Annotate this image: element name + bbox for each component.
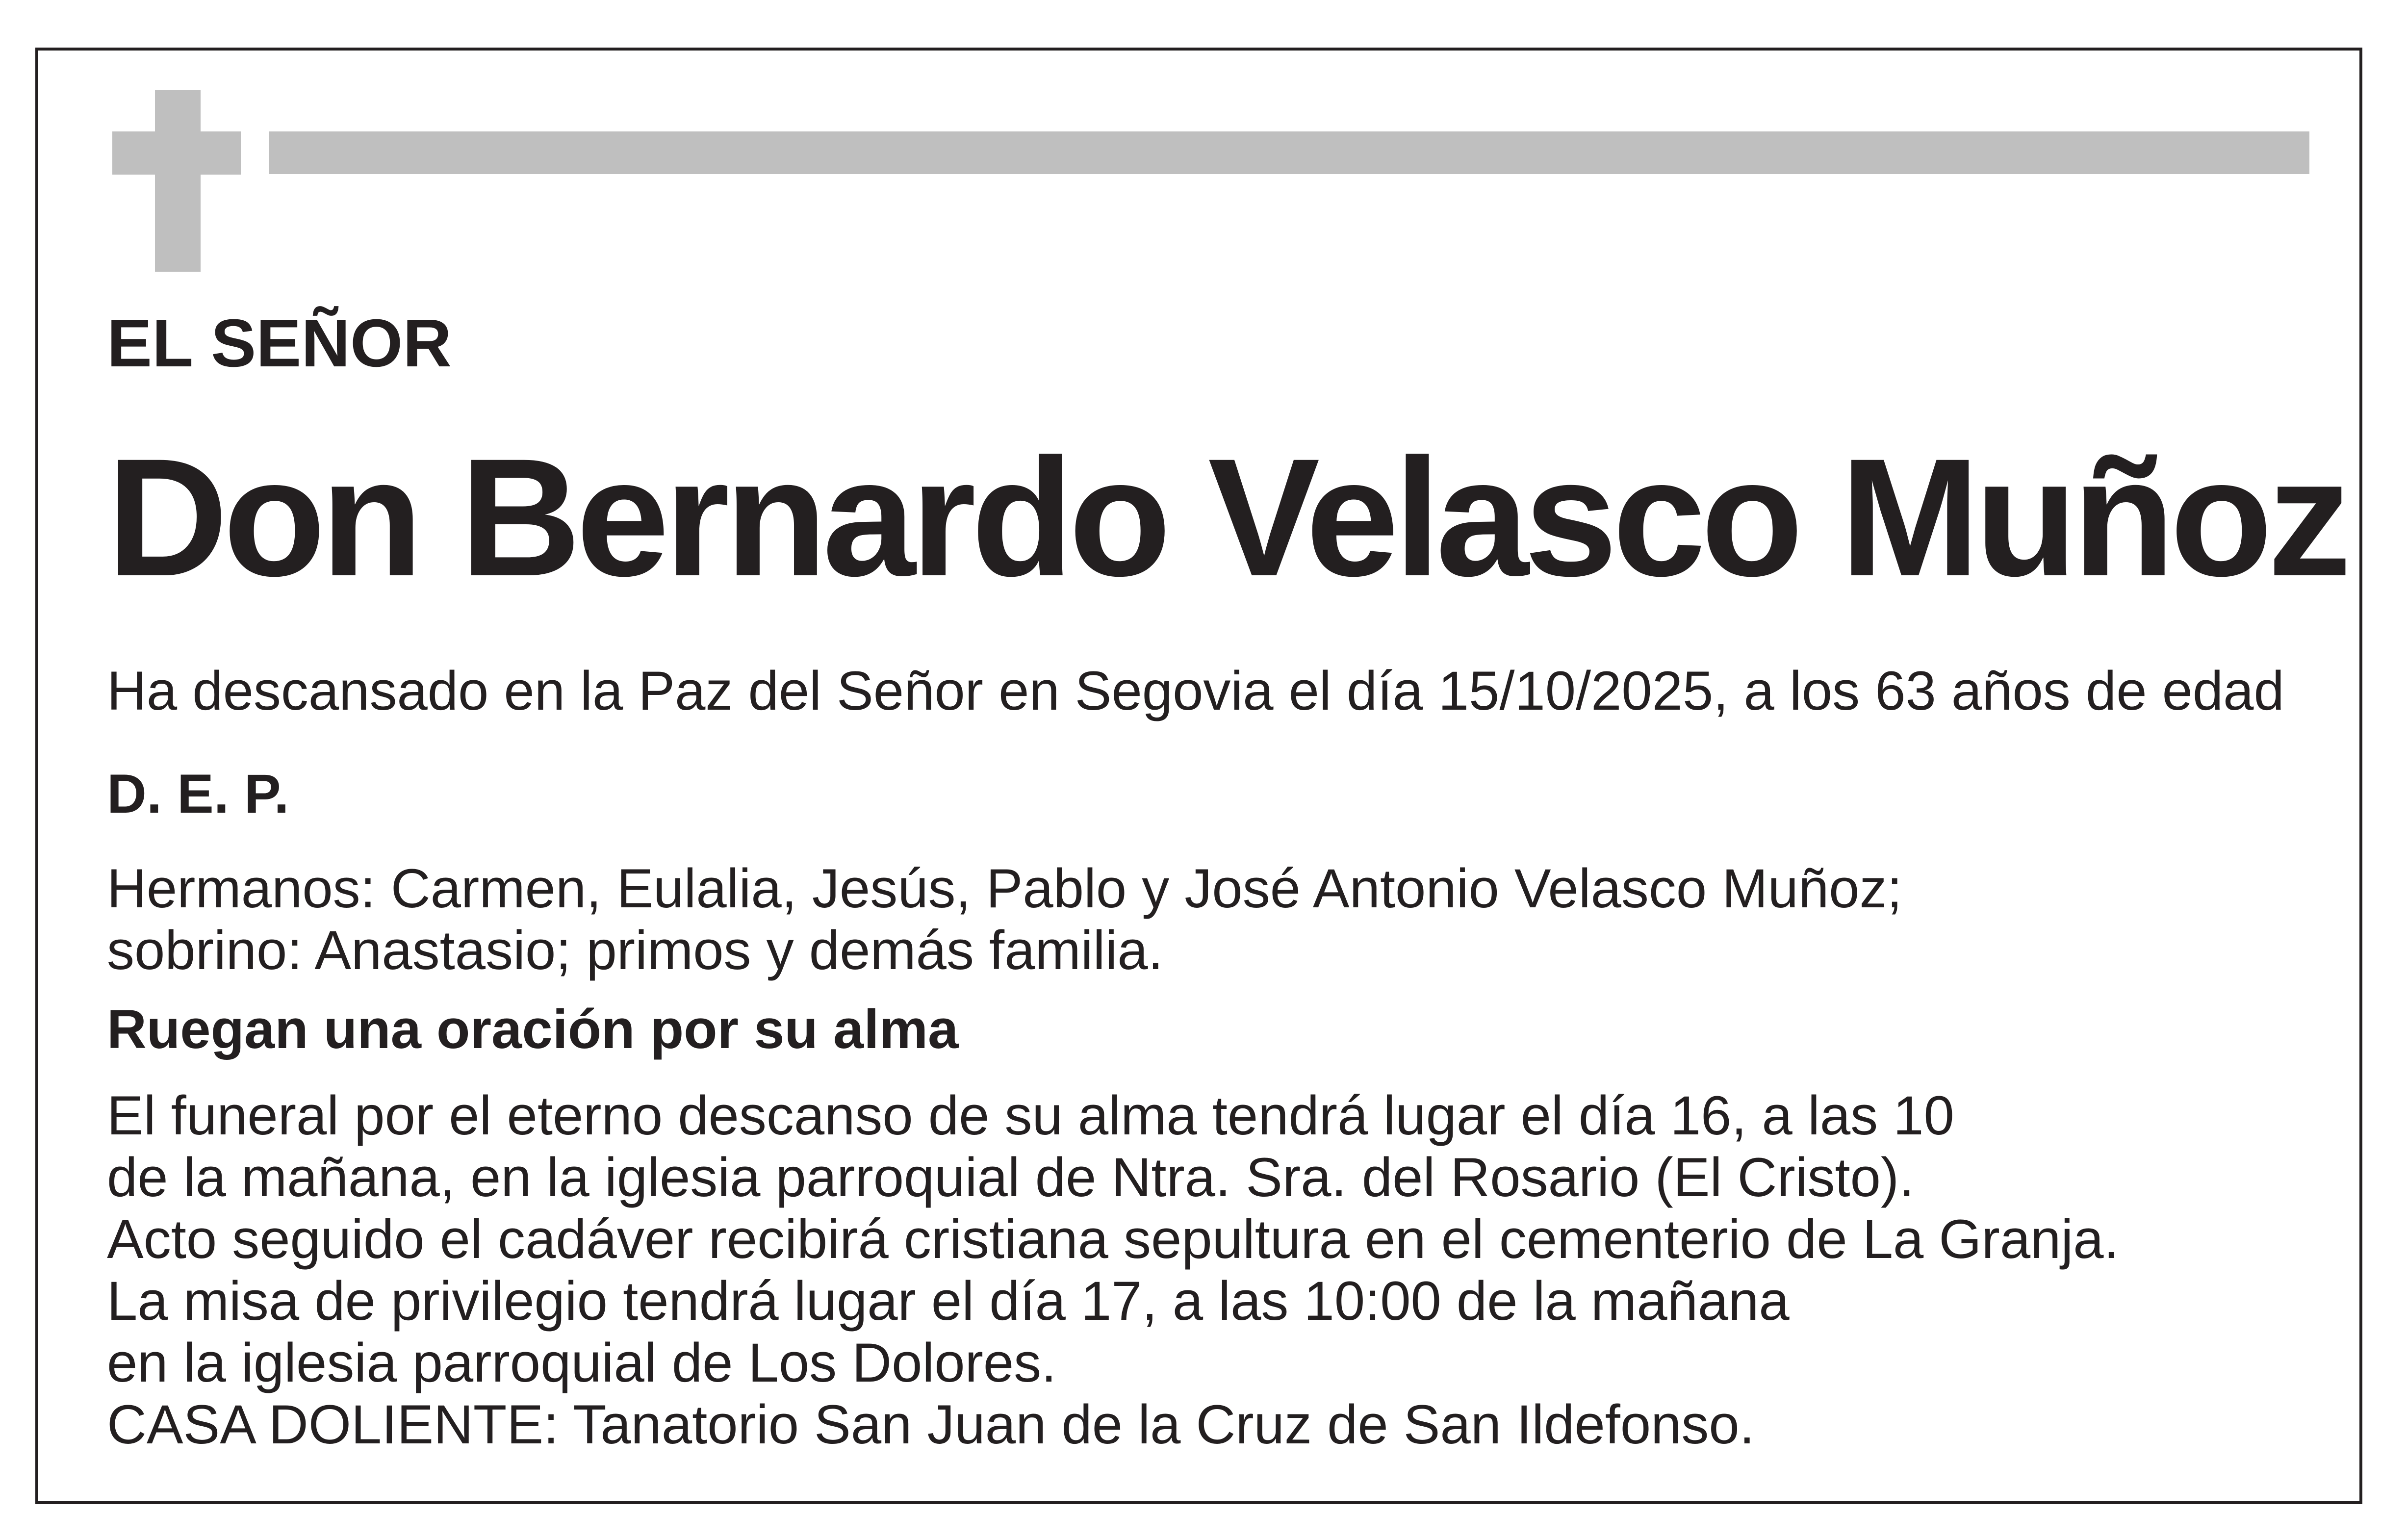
header-rule	[269, 131, 2309, 174]
funeral-line: Acto seguido el cadáver recibirá cristiana sepultura en el cementerio de La Granja.	[107, 1208, 2119, 1270]
funeral-details	[107, 1085, 2119, 1456]
cross-icon	[155, 90, 201, 272]
funeral-line: en la iglesia parroquial de Los Dolores.	[107, 1332, 1057, 1393]
passing-announcement: Ha descansado en la Paz del Señor en Segovia el día 15/10/2025, a los 63 años de edad	[107, 660, 2284, 721]
funeral-line: La misa de privilegio tendrá lugar el día 17, a las 10:00 de la mañana	[107, 1270, 1790, 1332]
family-line: Hermanos: Carmen, Eulalia, Jesús, Pablo y José Antonio Velasco Muñoz;	[107, 858, 1902, 919]
deceased-name: Don Bernardo Velasco Muñoz	[107, 424, 2347, 611]
cross-icon-arm	[112, 131, 241, 175]
family-line: sobrino: Anastasio; primos y demás familia.	[107, 920, 1163, 981]
prayer-request: Ruegan una oración por su alma	[107, 999, 959, 1060]
funeral-line: El funeral por el eterno descanso de su alma tendrá lugar el día 16, a las 10	[107, 1085, 1954, 1146]
salutation: EL SEÑOR	[107, 306, 452, 381]
funeral-line: de la mañana, en la iglesia parroquial de Ntra. Sra. del Rosario (El Cristo).	[107, 1147, 1915, 1208]
dep-text: D. E. P.	[107, 763, 289, 824]
funeral-line: CASA DOLIENTE: Tanatorio San Juan de la Cruz de San Ildefonso.	[107, 1394, 1755, 1455]
family-list	[107, 858, 1902, 981]
